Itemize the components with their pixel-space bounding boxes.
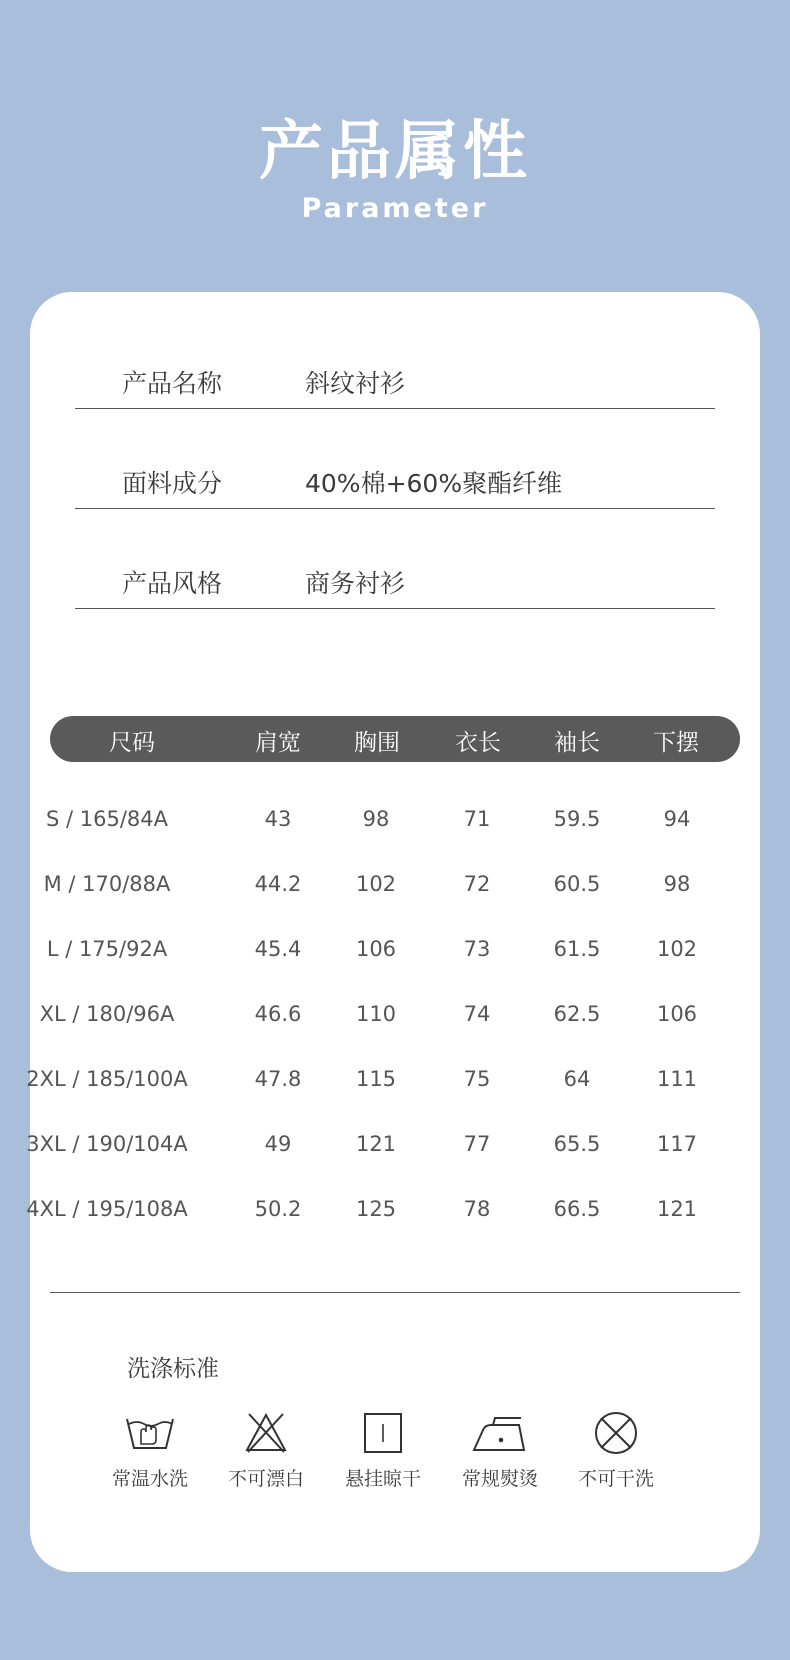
page-title: 产品属性 <box>259 115 531 189</box>
attr-row-name <box>75 362 715 409</box>
hand-wash-icon <box>124 1410 176 1456</box>
table-cell: 77 <box>463 1132 491 1156</box>
iron-icon <box>471 1410 529 1456</box>
table-cell: 45.4 <box>254 937 302 961</box>
table-cell: 44.2 <box>254 872 302 896</box>
care-item-hang-dry <box>323 1410 443 1491</box>
table-cell: 61.5 <box>553 937 601 961</box>
table-cell: 73 <box>463 937 491 961</box>
table-cell: 59.5 <box>553 807 601 831</box>
table-cell: S / 165/84A <box>45 807 169 831</box>
table-cell: 111 <box>656 1067 698 1091</box>
table-cell: 94 <box>663 807 691 831</box>
no-dry-clean-icon <box>590 1410 642 1456</box>
table-cell: 75 <box>463 1067 491 1091</box>
table-cell: 49 <box>264 1132 292 1156</box>
care-label: 不可漂白 <box>227 1468 304 1490</box>
hang-dry-icon <box>357 1410 409 1456</box>
table-cell: 2XL / 185/100A <box>26 1067 188 1091</box>
table-cell: 98 <box>663 872 691 896</box>
size-table-header <box>50 716 740 762</box>
care-item-hand-wash <box>90 1410 210 1491</box>
table-cell: 115 <box>355 1067 397 1091</box>
table-cell: 106 <box>355 937 397 961</box>
table-cell: 102 <box>656 937 698 961</box>
table-cell: 125 <box>355 1197 397 1221</box>
attr-row-fabric <box>75 462 715 509</box>
parameter-card <box>26 292 760 1572</box>
table-cell: 78 <box>463 1197 491 1221</box>
table-cell: 74 <box>463 1002 491 1026</box>
table-cell: 65.5 <box>553 1132 601 1156</box>
table-cell: 121 <box>355 1132 397 1156</box>
attr-value: 40%棉+60%聚酯纤维 <box>305 469 563 498</box>
header-sleeve: 袖长 <box>554 730 600 756</box>
table-cell: 64 <box>563 1067 591 1091</box>
header-hem: 下摆 <box>653 730 699 756</box>
table-cell: 106 <box>656 1002 698 1026</box>
table-cell: 3XL / 190/104A <box>26 1132 188 1156</box>
page-subtitle: Parameter <box>301 193 489 224</box>
care-item-iron <box>440 1410 560 1491</box>
table-cell: 98 <box>362 807 390 831</box>
table-cell: 47.8 <box>254 1067 302 1091</box>
table-cell: 43 <box>264 807 292 831</box>
care-label: 常温水洗 <box>111 1468 188 1490</box>
care-label: 悬挂晾干 <box>344 1468 421 1490</box>
attr-row-style <box>75 562 715 609</box>
section-divider <box>50 1292 740 1293</box>
table-cell: 102 <box>355 872 397 896</box>
table-row <box>30 937 760 977</box>
no-bleach-icon <box>240 1410 292 1456</box>
header-size: 尺码 <box>109 730 155 756</box>
attr-label: 面料成分 <box>122 469 223 498</box>
header-length: 衣长 <box>455 730 501 756</box>
attr-value: 斜纹衬衫 <box>305 369 406 398</box>
attr-label: 产品名称 <box>122 369 223 398</box>
table-cell: 4XL / 195/108A <box>26 1197 188 1221</box>
table-cell: 110 <box>355 1002 397 1026</box>
table-cell: M / 170/88A <box>43 872 171 896</box>
table-row <box>30 1002 760 1042</box>
table-row <box>26 1132 760 1172</box>
care-item-no-bleach <box>206 1410 326 1491</box>
care-label: 常规熨烫 <box>461 1468 538 1490</box>
table-cell: 121 <box>656 1197 698 1221</box>
header-shoulder: 肩宽 <box>255 730 301 756</box>
table-cell: 117 <box>656 1132 698 1156</box>
care-title: 洗涤标准 <box>127 1356 219 1382</box>
table-cell: 46.6 <box>254 1002 302 1026</box>
attr-label: 产品风格 <box>122 569 223 598</box>
table-row <box>30 872 760 912</box>
table-cell: 60.5 <box>553 872 601 896</box>
table-row <box>26 1197 760 1237</box>
attr-value: 商务衬衫 <box>305 569 406 598</box>
table-row <box>30 807 760 847</box>
table-cell: 50.2 <box>254 1197 302 1221</box>
care-label: 不可干洗 <box>577 1468 654 1490</box>
table-cell: 66.5 <box>553 1197 601 1221</box>
table-cell: 62.5 <box>553 1002 601 1026</box>
table-cell: 72 <box>463 872 491 896</box>
table-cell: 71 <box>463 807 491 831</box>
table-row <box>26 1067 760 1107</box>
care-item-no-dry-clean <box>556 1410 676 1491</box>
table-cell: L / 175/92A <box>46 937 168 961</box>
header-chest: 胸围 <box>354 730 400 756</box>
table-cell: XL / 180/96A <box>39 1002 175 1026</box>
